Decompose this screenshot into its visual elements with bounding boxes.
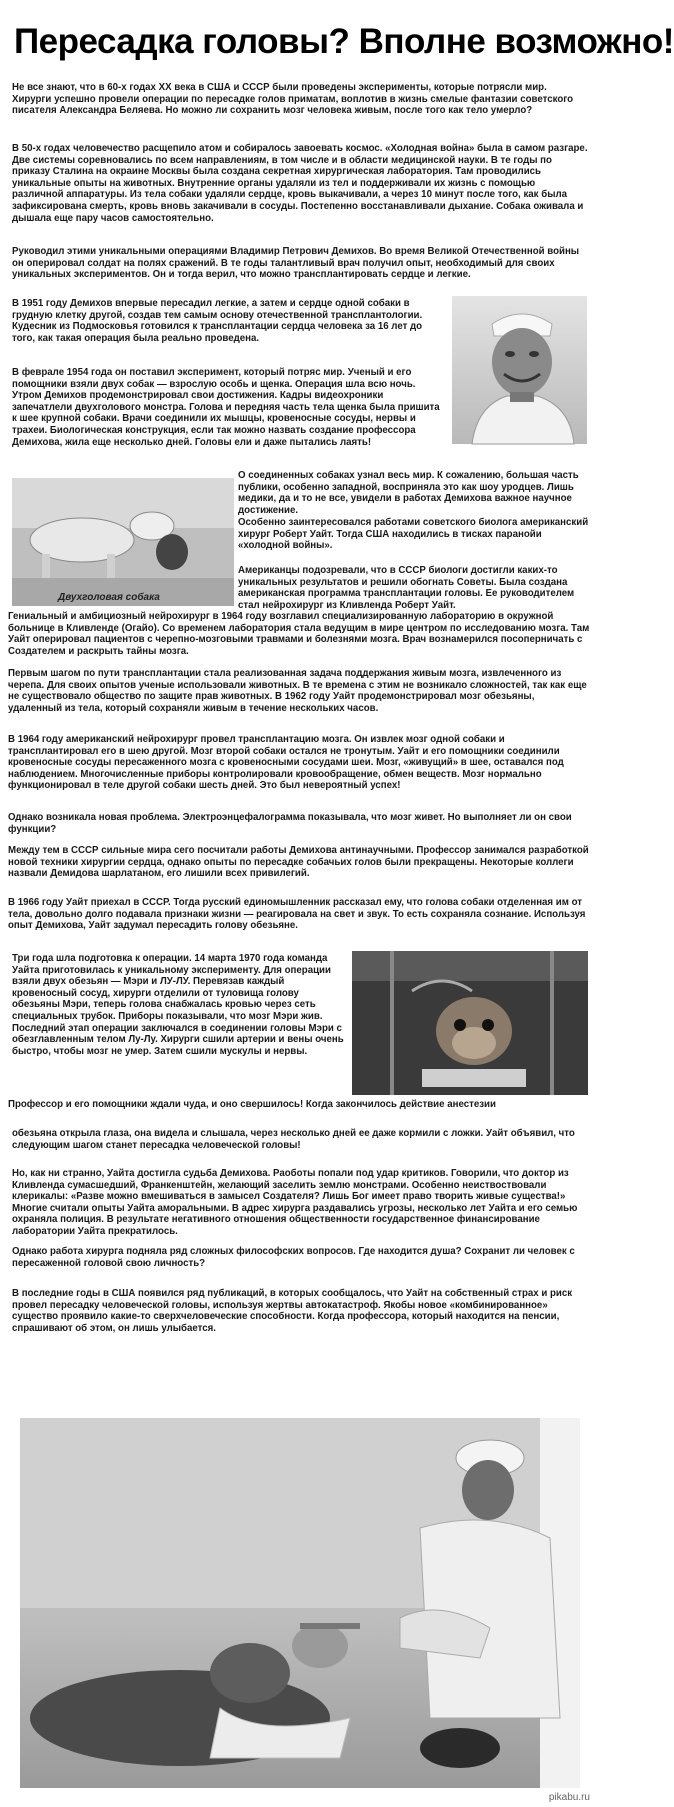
paragraph-americans: Американцы подозревали, что в СССР биологи достигли каких-то уникальных результатов и решили обогнать Советы. Была создана американская программа трансплантации головы. Ее руководителем стал нейрохирург из Кливленда Роберт Уайт. [238,565,575,611]
paragraph-white-1964-lab: Гениальный и амбициозный нейрохирург в 1964 году возглавил специализированную лабораторию в окружной больнице в Кливленде (Огайо). Со временем лаборатория стала ведущим в мире центром по исследованию мозга. Там Уайт оперировал пациентов с черепно-мозговыми травмами и болезнями мозга. Врач вознамерился посоперничать с Создателем и раскрыть тайны мозга. [8,611,590,657]
paragraph-miracle: Профессор и его помощники ждали чуда, и оно свершилось! Когда закончилось действие анестезии [8,1099,496,1110]
two-headed-dog-photo [12,478,234,606]
paragraph-fifties: В 50-х годах человечество расщепило атом и собиралось завоевать космос. «Холодная война» была в самом разгаре. Две системы соревновались по всем направлениям, в том числе и в области медицинской науки. В те годы по приказу Сталина на окраине Москвы была создана секретная хирургическая лаборатория. Там проводились уникальные опыты на животных. Внутренние органы удаляли из тел и поддерживали их жизнь с помощью различной аппаратуры. Из тела собаки удаляли сердце, кровь выкачивали, а через 10 минут после того, как была зафиксирована смерть, кровь вновь закачивали в сосуды. Постепенно восстанавливали дыхание. Собака оживала и дышала еще пару часов самостоятельно. [12,143,588,224]
paragraph-monkey-woke: обезьяна открыла глаза, она видела и слышала, через несколько дней ее даже кормили с ложки. Уайт объявил, что следующим шагом станет пересадка человеческой головы! [12,1128,575,1151]
paragraph-ussr-antiscience: Между тем в СССР сильные мира сего посчитали работы Демихова антинаучными. Профессор занимался разработкой новой техники хирургии сердца, однако опыты по пересадке собачьих голов были прекращены. Некоторые коллеги назвали Демидова шарлатаном, его лишили всех привилегий. [8,845,589,880]
page-title: Пересадка головы? Вполне возможно! [14,22,674,61]
paragraph-new-problem: Однако возникала новая проблема. Электроэнцефалограмма показывала, что мозг живет. Но выполняет ли он свои функции? [8,812,572,835]
paragraph-1966-visit: В 1966 году Уайт приехал в СССР. Тогда русский единомышленник рассказал ему, что голова собаки отделенная им от тела, довольно долго подавала признаки жизни — реагировала на свет и звук. То есть сохраняла сознание. Используя опыт Демихова, Уайт задумал пересадить голову обезьяне. [8,897,586,932]
paragraph-demikhov: Руководил этими уникальными операциями Владимир Петрович Демихов. Во время Великой Отечественной войны он оперировал солдат на полях сражений. В те годы талантливый врач получил опыт, необходимый для своих уникальных экспериментов. Он и тогда верил, что можно трансплантировать сердце и легкие. [12,246,580,281]
paragraph-white-interest: Особенно заинтересовался работами советского биолога американский хирург Роберт Уайт. Тогда США находились в тисках паранойи «холодной войны». [238,517,589,552]
paragraph-1951: В 1951 году Демихов впервые пересадил легкие, а затем и сердце одной собаки в грудную клетку другой, создав тем самым основу отечественной трансплантологии. Кудесник из Подмосковья готовился к трансплантации сердца человека за 16 лет до того, как такая операция была реально проведена. [12,298,423,344]
paragraph-brain-alive: Первым шагом по пути трансплантации стала реализованная задача поддержания живым мозга, извлеченного из черепа. Для своих опытов ученые использовали животных. В те времена с этим не возникало сложностей, так как еще не существовало общество по защите прав животных. В 1962 году Уайт продемонстрировал мозг обезьяны, удаленный из тела, который сохраняли живым в течение нескольких часов. [8,668,587,714]
two-headed-dog-caption: Двухголовая собака [58,592,160,603]
paragraph-critics: Но, как ни странно, Уайта достигла судьба Демихова. Раоботы попали под удар критиков. Говорили, что доктор из Кливленда сумасшедший, Франкенштейн, желающий заселить землю монстрами. Особенно неиствоствовали клерикалы: «Разве можно вмешиваться в замысел Создателя? Лишь Бог имеет право творить живые существа!» Многие считали опыты Уайта аморальными. В адрес хирурга раздавались угрозы, несколько лет Уайта и его семью охраняла полиция. В результате негативного отношения общественности государственное финансирование лаборатории Уайта прекратилось. [12,1168,578,1237]
monkey-head-photo [352,951,588,1095]
paragraph-brain-transplant: В 1964 году американский нейрохирург провел трансплантацию мозга. Он извлек мозг одной собаки и трансплантировал его в шею другой. Мозг второй собаки остался не тронутым. Уайт и его помощники соединили кровеносные сосуды пересаженного мозга с кровеносными сосудами шеи. Мозг, «живущий» в шее, оставался под наблюдением. Многочисленные приборы контролировали кровообращение, обмен веществ. Мозг нормально функционировал в теле другой собаки шесть дней. Это был невероятный успех! [8,734,564,792]
surgeon-feeding-dog-photo [20,1418,580,1788]
source-watermark: pikabu.ru [548,1792,590,1803]
paragraph-intro: Не все знают, что в 60-х годах XX века в США и СССР были проведены эксперименты, которые потрясли мир. Хирурги успешно провели операции по пересадке голов приматам, воплотив в жизнь смелые фантазии советского писателя Александра Беляева. Но можно ли сохранить мозг человека живым, после того как тело умерло? [12,82,574,117]
paragraph-recent-years: В последние годы в США появился ряд публикаций, в которых сообщалось, что Уайт на собственный страх и риск провел пересадку человеческой головы, используя жертвы автокатастроф. Якобы новое «комбинированное» существо проявило какие-то сверхчеловеческие способности. Когда профессора, который находится на пенсии, спрашивают об этом, он лишь улыбается. [12,1288,573,1334]
paragraph-world-knew: О соединенных собаках узнал весь мир. К сожалению, большая часть публики, особенно западной, восприняла это как шоу уродцев. Лишь медики, да и то не все, увидели в работах Демихова важное научное достижение. [238,470,579,516]
demikhov-portrait-photo [452,296,587,444]
paragraph-philosophy: Однако работа хирурга подняла ряд сложных философских вопросов. Где находится душа? Сохранит ли человек с пересаженной головой свою личность? [12,1246,575,1269]
paragraph-1954: В феврале 1954 года он поставил эксперимент, который потряс мир. Ученый и его помощники взяли двух собак — взрослую особь и щенка. Операция шла всю ночь. Утром Демихов продемонстрировал свои достижения. Кадры видеохроники запечатлели двухголового монстра. Голова и передняя часть тела щенка была пришита к шее крупной собаки. Врачи соединили их мышцы, кровеносные сосуды, нервы и трахеи. Биологическая конструкция, если так можно назвать создание профессора Демихова, жила еще несколько дней. Головы ели и даже пытались лаять! [12,367,440,448]
paragraph-1970-operation: Три года шла подготовка к операции. 14 марта 1970 года команда Уайта приготовилась к уникальному эксперименту. Для операции взяли двух обезьян — Мэри и ЛУ-ЛУ. Перевязав каждый кровеносный сосуд, хирурги отделили от туловища голову обезьяны Мэри, теперь голова снабжалась кровью через сеть специальных трубок. Приборы показывали, что мозг Мэри жив. Последний этап операции заключался в соединении головы Мэри с обезглавленным телом Лу-Лу. Хирурги сшили артерии и вены очень быстро, чтобы мозг не умер. Затем сшили мускулы и нервы. [12,953,344,1057]
